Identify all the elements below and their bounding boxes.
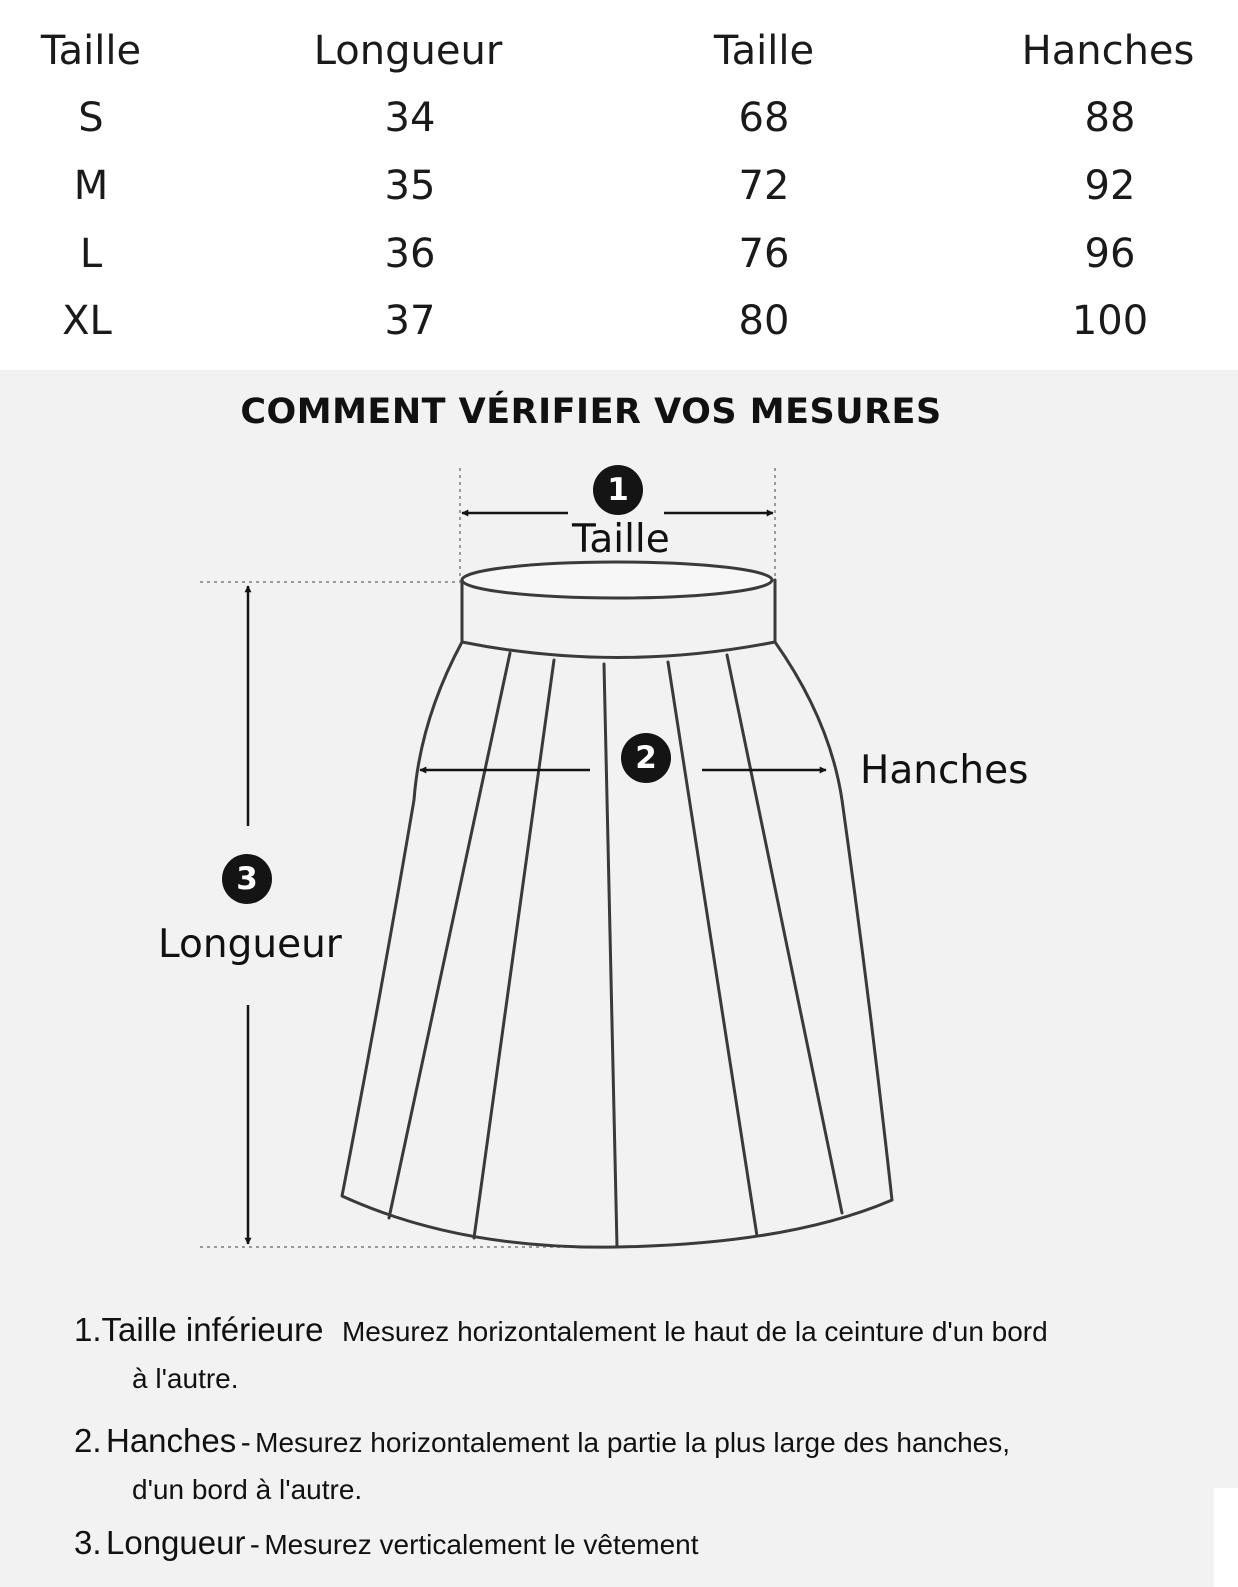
instruction-separator: - [240, 1426, 251, 1459]
header-waist: Taille [713, 28, 815, 74]
header-length: Longueur [313, 28, 503, 74]
pleat-line [604, 664, 617, 1247]
table-cell: M [73, 163, 109, 209]
hips-marker-badge: 2 [621, 733, 671, 783]
instruction-text: Mesurez verticalement le vêtement [264, 1529, 699, 1560]
instruction-continuation: d'un bord à l'autre. [132, 1474, 363, 1505]
instruction-term: Longueur [105, 1524, 246, 1561]
table-cell: S [78, 95, 104, 141]
table-cell: 80 [738, 298, 790, 344]
instruction-continuation: à l'autre. [132, 1363, 239, 1394]
header-size: Taille [40, 28, 142, 74]
instruction-separator: - [249, 1528, 260, 1561]
instruction-term: Hanches [105, 1422, 237, 1459]
measurement-arrows [248, 513, 826, 1244]
pleat-line [389, 653, 510, 1218]
table-cell: 35 [384, 163, 436, 209]
table-cell: L [79, 231, 103, 277]
header-hips: Hanches [1021, 28, 1195, 74]
table-cell: 92 [1084, 163, 1136, 209]
instruction-1 [74, 1311, 1194, 1395]
table-cell: 34 [384, 95, 436, 141]
table-cell: 37 [384, 298, 436, 344]
instruction-3 [74, 1524, 1194, 1562]
pleat-line [668, 662, 757, 1236]
instruction-number: 1. [74, 1311, 102, 1348]
instruction-term: Taille inférieure [101, 1311, 324, 1348]
instruction-2 [74, 1422, 1194, 1506]
length-label: Longueur [158, 922, 342, 967]
table-cell: 96 [1084, 231, 1136, 277]
pleat-line [474, 660, 554, 1238]
waist-marker-badge: 1 [593, 465, 643, 515]
waistband-top [462, 562, 772, 598]
corner-panel [1214, 1488, 1238, 1587]
table-cell: 36 [384, 231, 436, 277]
waist-label: Taille [572, 517, 670, 562]
table-cell: XL [62, 298, 112, 344]
table-cell: 76 [738, 231, 790, 277]
skirt-outline [342, 562, 892, 1247]
table-cell: 100 [1071, 298, 1149, 344]
table-cell: 72 [738, 163, 790, 209]
table-cell: 68 [738, 95, 790, 141]
length-marker-badge: 3 [222, 854, 272, 904]
hips-label: Hanches [860, 748, 1029, 793]
instruction-text: Mesurez horizontalement le haut de la ceinture d'un bord [341, 1316, 1048, 1347]
instruction-number: 2. [74, 1422, 102, 1459]
pleat-line [727, 655, 842, 1213]
guide-heading: COMMENT VÉRIFIER VOS MESURES [240, 392, 942, 432]
instruction-number: 3. [74, 1524, 102, 1561]
instruction-text: Mesurez horizontalement la partie la plus large des hanches, [255, 1427, 1011, 1458]
table-cell: 88 [1084, 95, 1136, 141]
skirt-body [342, 642, 892, 1247]
